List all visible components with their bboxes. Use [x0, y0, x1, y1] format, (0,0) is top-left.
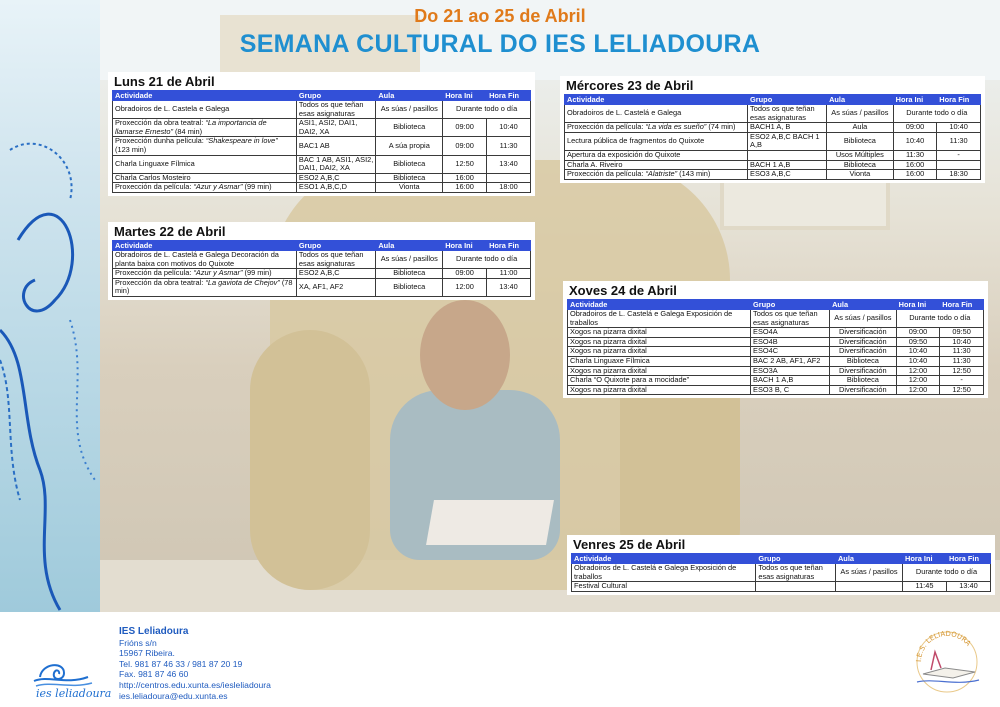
column-header: Hora Fin [487, 241, 531, 251]
start-time-cell: 10:40 [896, 347, 940, 357]
column-header: Actividade [572, 554, 756, 564]
table-row [113, 251, 531, 269]
start-time-cell: 09:00 [443, 119, 487, 137]
schedule-table [112, 90, 531, 193]
room-cell: Diversificación [830, 337, 897, 347]
group-cell: ESO3 B, C [751, 385, 830, 395]
day-panel-mercores [560, 76, 985, 183]
group-cell: ESO1 A,B,C,D [296, 183, 375, 193]
start-time-cell: 16:00 [893, 160, 937, 170]
time-cell: Durante todo o día [893, 105, 980, 123]
start-time-cell: 12:50 [443, 155, 487, 173]
schedule-table [112, 240, 531, 297]
end-time-cell: - [940, 376, 984, 386]
start-time-cell: 12:00 [443, 278, 487, 296]
seal-logo-icon [905, 622, 990, 702]
fax-line: Fax. 981 87 46 60 [119, 669, 189, 680]
activity-cell: Obradoiros de L. Castelá e Galega Decoración da planta baixa con motivos do Quixote [113, 251, 297, 269]
table-row [113, 137, 531, 155]
time-cell: Durante todo o día [443, 101, 531, 119]
activity-cell: Xogos na pizarra dixital [568, 347, 751, 357]
activity-cell: Apertura da exposición do Quixote [565, 150, 748, 160]
end-time-cell: 12:50 [940, 385, 984, 395]
column-header: Hora Ini [896, 300, 940, 310]
schedule-table [564, 94, 981, 180]
group-cell: ESO2 A,B,C [296, 173, 375, 183]
start-time-cell: 09:00 [893, 123, 937, 133]
day-title: Martes 22 de Abril [114, 224, 226, 239]
postal-line: 15967 Ribeira. [119, 648, 175, 659]
activity-cell: Proxección da película: “Azur y Asmar” (99 min) [113, 269, 297, 279]
room-cell: Vionta [827, 170, 894, 180]
room-cell: Biblioteca [376, 173, 443, 183]
start-time-cell: 10:40 [893, 132, 937, 150]
room-cell: Biblioteca [376, 278, 443, 296]
activity-cell: Proxección da película: “La vida es sueño” (74 min) [565, 123, 748, 133]
page-title: SEMANA CULTURAL DO IES LELIADOURA [239, 30, 761, 58]
end-time-cell: 10:40 [937, 123, 981, 133]
activity-cell: Charla “O Quixote para a mocidade” [568, 376, 751, 386]
group-cell: ESO4C [751, 347, 830, 357]
column-header: Actividade [113, 241, 297, 251]
column-header: Grupo [748, 95, 827, 105]
column-header: Actividade [568, 300, 751, 310]
spiral-decoration-icon [0, 0, 100, 612]
end-time-cell: 12:50 [940, 366, 984, 376]
room-cell: Biblioteca [827, 132, 894, 150]
group-cell: ESO4B [751, 337, 830, 347]
start-time-cell: 10:40 [896, 356, 940, 366]
room-cell [835, 582, 902, 592]
day-panel-luns [108, 72, 535, 196]
group-cell: BAC 2 AB, AF1, AF2 [751, 356, 830, 366]
column-header: Grupo [751, 300, 830, 310]
table-row [565, 123, 981, 133]
start-time-cell: 16:00 [443, 183, 487, 193]
activity-cell: Charla Carlos Mosteiro [113, 173, 297, 183]
room-cell: Biblioteca [376, 155, 443, 173]
room-cell: As súas / pasillos [835, 564, 902, 582]
activity-cell: Xogos na pizarra dixital [568, 337, 751, 347]
group-cell: ESO2 A,B,C [296, 269, 375, 279]
start-time-cell: 16:00 [443, 173, 487, 183]
end-time-cell: - [937, 150, 981, 160]
column-header: Grupo [296, 91, 375, 101]
day-title: Mércores 23 de Abril [566, 78, 694, 93]
room-cell: Diversificación [830, 347, 897, 357]
start-time-cell: 16:00 [893, 170, 937, 180]
room-cell: As súas / pasillos [376, 251, 443, 269]
group-cell: Todos os que teñan esas asignaturas [751, 310, 830, 328]
room-cell: Diversificación [830, 385, 897, 395]
end-time-cell: 13:40 [487, 155, 531, 173]
activity-cell: Charla Linguaxe Fílmica [113, 155, 297, 173]
end-time-cell: 11:00 [487, 269, 531, 279]
room-cell: Biblioteca [827, 160, 894, 170]
start-time-cell: 09:00 [896, 328, 940, 338]
activity-cell: Xogos na pizarra dixital [568, 366, 751, 376]
column-header: Grupo [296, 241, 375, 251]
table-row [568, 385, 984, 395]
date-range-subtitle: Do 21 ao 25 de Abril [414, 6, 586, 26]
end-time-cell: 13:40 [487, 278, 531, 296]
end-time-cell: 09:50 [940, 328, 984, 338]
day-panel-martes [108, 222, 535, 300]
end-time-cell: 18:00 [487, 183, 531, 193]
end-time-cell: 11:30 [940, 347, 984, 357]
group-cell: Todos os que teñan esas asignaturas [748, 105, 827, 123]
column-header: Aula [830, 300, 897, 310]
end-time-cell: 18:30 [937, 170, 981, 180]
start-time-cell: 11:45 [903, 582, 947, 592]
column-header: Hora Fin [946, 554, 990, 564]
room-cell: As súas / pasillos [376, 101, 443, 119]
activity-cell: Proxección da película: “Alatriste” (143 min) [565, 170, 748, 180]
activity-cell: Obradoiros de L. Castelá e Galega Exposición de traballos [572, 564, 756, 582]
group-cell [748, 150, 827, 160]
group-cell: Todos os que teñan esas asignaturas [296, 251, 375, 269]
column-header: Hora Ini [443, 241, 487, 251]
group-cell: XA, AF1, AF2 [296, 278, 375, 296]
column-header: Actividade [565, 95, 748, 105]
table-row [565, 170, 981, 180]
activity-cell: Proxección da película: “Azur y Asmar” (99 min) [113, 183, 297, 193]
group-cell: BACH 1 A,B [751, 376, 830, 386]
time-cell: Durante todo o día [896, 310, 983, 328]
start-time-cell: 12:00 [896, 366, 940, 376]
group-cell: BAC1 AB [296, 137, 375, 155]
day-title: Luns 21 de Abril [114, 74, 215, 89]
end-time-cell: 11:30 [937, 132, 981, 150]
activity-cell: Xogos na pizarra dixital [568, 328, 751, 338]
column-header: Aula [376, 91, 443, 101]
schedule-table [567, 299, 984, 395]
room-cell: Diversificación [830, 366, 897, 376]
column-header: Hora Ini [903, 554, 947, 564]
website-link[interactable]: http://centros.edu.xunta.es/iesleliadoura [119, 679, 271, 690]
room-cell: As súas / pasillos [827, 105, 894, 123]
group-cell: ESO2 A,B,C BACH 1 A,B [748, 132, 827, 150]
group-cell: ASI1, ASI2, DAI1, DAI2, XA [296, 119, 375, 137]
room-cell: A súa propia [376, 137, 443, 155]
day-title: Venres 25 de Abril [573, 537, 686, 552]
day-panel-xoves [563, 281, 988, 398]
table-row [572, 564, 991, 582]
column-header: Aula [835, 554, 902, 564]
day-title: Xoves 24 de Abril [569, 283, 677, 298]
group-cell [756, 582, 836, 592]
group-cell: Todos os que teñan esas asignaturas [756, 564, 836, 582]
table-row [113, 101, 531, 119]
column-header: Hora Ini [443, 91, 487, 101]
room-cell: Biblioteca [376, 269, 443, 279]
start-time-cell: 11:30 [893, 150, 937, 160]
activity-cell: Festival Cultural [572, 582, 756, 592]
column-header: Aula [827, 95, 894, 105]
group-cell: ESO3A [751, 366, 830, 376]
group-cell: ESO4A [751, 328, 830, 338]
room-cell: Biblioteca [830, 356, 897, 366]
end-time-cell: 10:40 [940, 337, 984, 347]
activity-cell: Obradoiros de L. Castelá e Galega Exposición de traballos [568, 310, 751, 328]
column-header: Hora Fin [940, 300, 984, 310]
wave-logo-icon [30, 655, 112, 700]
start-time-cell: 09:50 [896, 337, 940, 347]
column-header: Hora Ini [893, 95, 937, 105]
group-cell: BACH 1 A,B [748, 160, 827, 170]
time-cell: Durante todo o día [443, 251, 531, 269]
group-cell: Todos os que teñan esas asignaturas [296, 101, 375, 119]
activity-cell: Xogos na pizarra dixital [568, 385, 751, 395]
group-cell: ESO3 A,B,C [748, 170, 827, 180]
end-time-cell: 13:40 [946, 582, 990, 592]
column-header: Actividade [113, 91, 297, 101]
activity-cell: Obradoiros de L. Castelá e Galega [565, 105, 748, 123]
column-header: Grupo [756, 554, 836, 564]
svg-text:ies leliadoura: ies leliadoura [36, 687, 112, 700]
activity-cell: Lectura pública de fragmentos do Quixote [565, 132, 748, 150]
table-row [572, 582, 991, 592]
room-cell: Biblioteca [830, 376, 897, 386]
end-time-cell: 11:30 [487, 137, 531, 155]
contact-info [119, 627, 271, 701]
group-cell: BAC 1 AB, ASI1, ASI2, DAI1, DAI2, XA [296, 155, 375, 173]
room-cell: Biblioteca [376, 119, 443, 137]
column-header: Aula [376, 241, 443, 251]
start-time-cell: 09:00 [443, 137, 487, 155]
end-time-cell: 10:40 [487, 119, 531, 137]
room-cell: Diversificación [830, 328, 897, 338]
table-row [113, 155, 531, 173]
activity-cell: Charla A. Riveiro [565, 160, 748, 170]
start-time-cell: 12:00 [896, 385, 940, 395]
group-cell: BACH1 A, B [748, 123, 827, 133]
end-time-cell: 11:30 [940, 356, 984, 366]
address-line: Frións s/n [119, 637, 157, 648]
room-cell: As súas / pasillos [830, 310, 897, 328]
room-cell: Aula [827, 123, 894, 133]
day-panel-venres [567, 535, 995, 595]
decorative-side-strip [0, 0, 100, 612]
start-time-cell: 09:00 [443, 269, 487, 279]
school-name: IES Leliadoura [119, 626, 189, 637]
school-logo [30, 655, 112, 705]
table-row [568, 310, 984, 328]
table-row [113, 183, 531, 193]
school-seal [905, 622, 990, 707]
activity-cell: Proxección dunha película: “Shakespeare in love” (123 min) [113, 137, 297, 155]
activity-cell: Proxección da obra teatral: “La importancia de llamarse Ernesto” (84 min) [113, 119, 297, 137]
time-cell: Durante todo o día [903, 564, 991, 582]
table-row [565, 150, 981, 160]
table-row [565, 105, 981, 123]
column-header: Hora Fin [937, 95, 981, 105]
svg-text:I.E.S. LELIADOURA: I.E.S. LELIADOURA [914, 629, 973, 663]
column-header: Hora Fin [487, 91, 531, 101]
room-cell: Vionta [376, 183, 443, 193]
start-time-cell: 12:00 [896, 376, 940, 386]
activity-cell: Obradoiros de L. Castela e Galega [113, 101, 297, 119]
table-row [565, 132, 981, 150]
phone-line: Tel. 981 87 46 33 / 981 87 20 19 [119, 658, 243, 669]
table-row [113, 278, 531, 296]
schedule-table [571, 553, 991, 592]
table-row [113, 119, 531, 137]
activity-cell: Proxección da obra teatral: “La gaviota de Chejov” (78 min) [113, 278, 297, 296]
email-link[interactable]: ies.leliadoura@edu.xunta.es [119, 690, 228, 701]
room-cell: Usos Múltiples [827, 150, 894, 160]
activity-cell: Charla Linguaxe Fílmica [568, 356, 751, 366]
